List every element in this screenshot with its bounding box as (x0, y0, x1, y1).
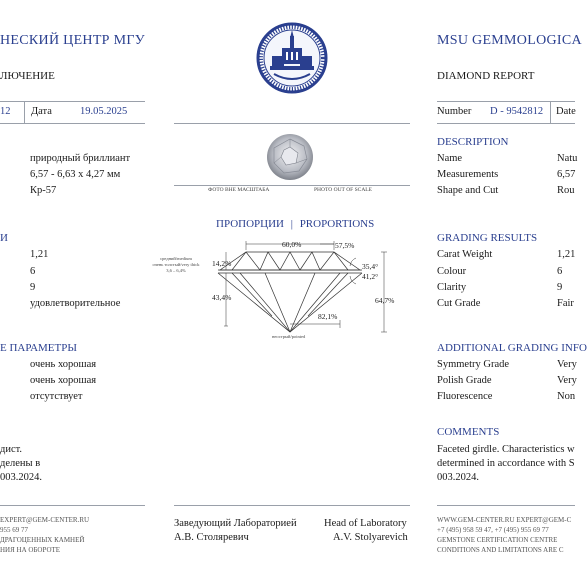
right-desc-measurements-label: Measurements (437, 169, 499, 180)
left-comment-line-1: дист. (0, 444, 23, 455)
crown-height-pct: 14,2% (212, 259, 232, 268)
right-desc-name-label: Name (437, 153, 463, 164)
right-comments-title: COMMENTS (437, 426, 500, 438)
left-comment-line-2: делены в (0, 458, 41, 469)
diamond-proportions-diagram (140, 236, 410, 346)
signatory-title-en: Head of Laboratory (324, 518, 407, 529)
left-grading-carat: 1,21 (30, 249, 49, 260)
diamond-photo (266, 133, 314, 181)
right-desc-name-value: Natu (557, 153, 578, 164)
right-comment-line-2: determined in accordance with S (437, 458, 575, 469)
right-report-title: DIAMOND REPORT (437, 70, 535, 82)
right-colour-value: 6 (557, 266, 563, 277)
left-date-value: 19.05.2025 (80, 106, 128, 117)
crown-angle: 35,4° (362, 262, 379, 271)
right-symmetry-label: Symmetry Grade (437, 359, 510, 370)
signatory-name-ru: А.В. Столяревич (174, 532, 249, 543)
right-comment-line-3: 003.2024. (437, 472, 479, 483)
left-grading-colour: 6 (30, 266, 36, 277)
right-header: MSU GEMMOLOGICA (437, 33, 582, 48)
right-footer-3: GEMSTONE CERTIFICATION CENTRE (437, 536, 558, 544)
right-footer-1: WWW.GEM-CENTER.RU EXPERT@GEM-C (437, 516, 572, 524)
signatory-name-en: A.V. Stolyarevich (333, 532, 408, 543)
right-grading-title: GRADING RESULTS (437, 232, 538, 244)
left-footer-1: EXPERT@GEM-CENTER.RU (0, 516, 90, 524)
right-fluorescence-label: Fluorescence (437, 391, 493, 402)
left-desc-measurements: 6,57 - 6,63 x 4,27 мм (30, 169, 121, 180)
lower-half-pct: 82,1% (318, 312, 338, 321)
right-date-label: Date (556, 106, 576, 117)
right-symmetry-value: Very (557, 359, 577, 370)
right-additional-title: ADDITIONAL GRADING INFO (437, 342, 587, 354)
left-grading-clarity: 9 (30, 282, 36, 293)
left-grading-cut: удовлетворительное (30, 298, 121, 309)
proportions-title (216, 218, 374, 230)
left-symmetry-value: очень хорошая (30, 359, 97, 370)
left-report-title: ЛЮЧЕНИЕ (0, 70, 55, 82)
right-desc-measurements-value: 6,57 (557, 169, 576, 180)
table-pct: 60,0% (282, 240, 302, 249)
proportions-divider: | (290, 218, 293, 230)
photo-caption-en: PHOTO OUT OF SCALE (314, 187, 373, 193)
right-carat-value: 1,21 (557, 249, 576, 260)
msu-seal-icon (256, 22, 328, 94)
left-header: НЕСКИЙ ЦЕНТР МГУ (0, 33, 145, 48)
right-clarity-value: 9 (557, 282, 563, 293)
left-desc-name: природный бриллиант (30, 153, 131, 164)
right-cut-label: Cut Grade (437, 298, 481, 309)
left-grading-title: И (0, 232, 8, 244)
left-desc-shape: Кр-57 (30, 185, 57, 196)
right-number-label: Number (437, 106, 472, 117)
culet-note: неострый/pointed (272, 334, 306, 339)
right-footer-2: +7 (495) 958 59 47, +7 (495) 955 69 77 (437, 526, 549, 534)
left-footer-2: 955 69 77 (0, 526, 28, 534)
left-polish-value: очень хорошая (30, 375, 97, 386)
right-description-title: DESCRIPTION (437, 136, 509, 148)
left-number-value: 12 (0, 106, 11, 117)
photo-caption-ru: ФОТО ВНЕ МАСШТАБА (208, 187, 270, 193)
right-clarity-label: Clarity (437, 282, 467, 293)
right-polish-value: Very (557, 375, 577, 386)
pavilion-angle: 41,2° (362, 272, 379, 281)
left-date-label: Дата (31, 106, 52, 117)
proportions-title-ru: ПРОПОРЦИИ (216, 218, 284, 230)
right-desc-shape-label: Shape and Cut (437, 185, 499, 196)
girdle-note-3: 3,6 – 6,4% (166, 268, 186, 273)
girdle-note-1: средний/medium (160, 256, 192, 261)
left-comment-line-3: 003.2024. (0, 472, 42, 483)
total-depth: 64,7% (375, 296, 395, 305)
right-cut-value: Fair (557, 298, 574, 309)
right-desc-shape-value: Rou (557, 185, 575, 196)
left-footer-3: ДРАГОЦЕННЫХ КАМНЕЙ (0, 536, 85, 544)
left-footer-4: НИЯ НА ОБОРОТЕ (0, 546, 61, 554)
signatory-title-ru: Заведующий Лабораторией (174, 518, 297, 529)
star-pct: 57,5% (335, 241, 355, 250)
right-carat-label: Carat Weight (437, 249, 493, 260)
right-fluorescence-value: Non (557, 391, 576, 402)
pavilion-depth-pct: 43,4% (212, 293, 232, 302)
girdle-note-2: очень толстый/very thick (152, 262, 200, 267)
right-polish-label: Polish Grade (437, 375, 492, 386)
proportions-title-en: PROPORTIONS (299, 218, 375, 230)
right-comment-line-1: Faceted girdle. Characteristics w (437, 444, 575, 455)
left-additional-title: Е ПАРАМЕТРЫ (0, 342, 77, 354)
girdle-note (141, 256, 211, 274)
right-footer-4: CONDITIONS AND LIMITATIONS ARE C (437, 546, 564, 554)
left-fluorescence-value: отсутствует (30, 391, 83, 402)
right-number-value: D - 9542812 (490, 106, 544, 117)
right-colour-label: Colour (437, 266, 467, 277)
